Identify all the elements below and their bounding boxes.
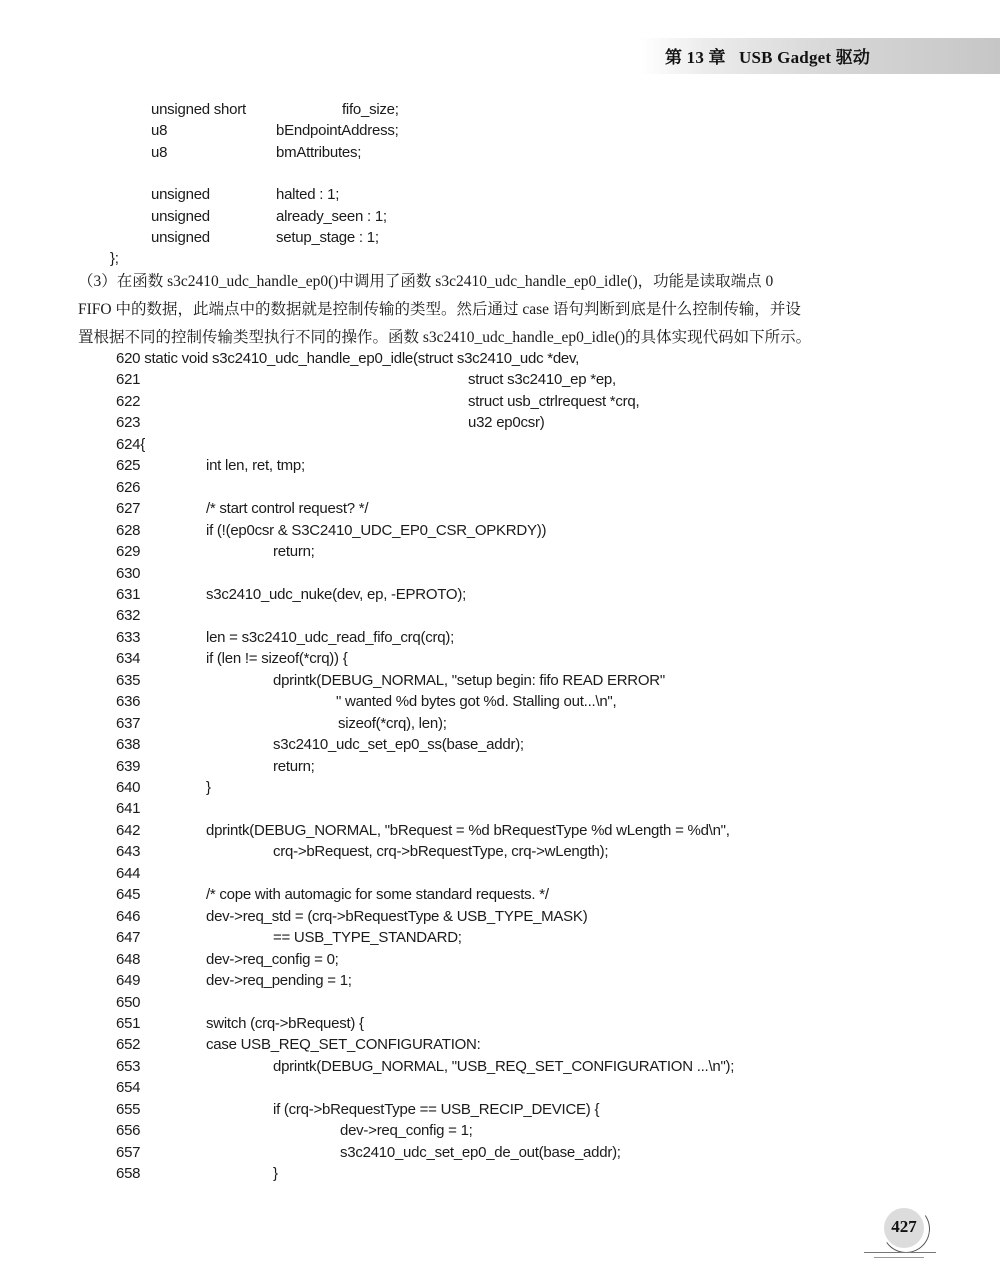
code-line: [116, 950, 339, 968]
struct-field-type: u8: [151, 143, 168, 161]
line-number: 622: [116, 392, 141, 410]
code-line: [116, 371, 616, 389]
code-text: s3c2410_udc_set_ep0_de_out(base_addr);: [340, 1143, 621, 1161]
line-number: 627: [116, 500, 141, 518]
line-number: 640: [116, 779, 141, 796]
code-text: sizeof(*crq), len);: [338, 714, 447, 732]
code-line: [116, 565, 140, 582]
page-rule: [874, 1257, 924, 1258]
code-text: struct s3c2410_ep *ep,: [468, 371, 616, 389]
code-text: }: [273, 1165, 278, 1183]
code-line: [116, 886, 549, 904]
code-line: [116, 1079, 140, 1096]
line-number: 655: [116, 1100, 141, 1118]
code-line: [116, 736, 524, 754]
code-line: [116, 585, 467, 603]
code-line: [116, 350, 579, 367]
code-line: [116, 865, 140, 882]
code-text: /* cope with automagic for some standard requests. */: [206, 886, 549, 904]
code-text: dev->req_pending = 1;: [206, 972, 352, 990]
line-number: 635: [116, 671, 141, 689]
line-number: 647: [116, 929, 141, 947]
code-text: if (!(ep0csr & S3C2410_UDC_EP0_CSR_OPKRDY)): [206, 521, 547, 539]
code-text: dprintk(DEBUG_NORMAL, "USB_REQ_SET_CONFIGURATION ...\n");: [273, 1057, 735, 1075]
code-line: [116, 843, 609, 861]
struct-field-name: already_seen : 1;: [276, 207, 387, 225]
code-text: s3c2410_udc_nuke(dev, ep, -EPROTO);: [206, 585, 467, 603]
line-number: 642: [116, 821, 141, 839]
paragraph-line: FIFO 中的数据，此端点中的数据就是控制传输的类型。然后通过 case 语句判断到底是什么控制传输，并设: [78, 301, 801, 318]
code-line: [116, 628, 454, 646]
struct-field-type: unsigned: [151, 186, 210, 204]
paragraph-line: （3）在函数 s3c2410_udc_handle_ep0()中调用了函数 s3c2410_udc_handle_ep0_idle()，功能是读取端点 0: [78, 273, 774, 290]
code-line: [116, 1165, 278, 1183]
code-text: dev->req_std = (crq->bRequestType & USB_TYPE_MASK): [206, 907, 588, 925]
code-line: [116, 1100, 600, 1118]
line-number: 649: [116, 972, 141, 990]
line-number: 648: [116, 950, 141, 968]
line-number: 654: [116, 1079, 141, 1097]
line-number: 631: [116, 585, 141, 603]
struct-field-name: bmAttributes;: [276, 143, 362, 161]
code-text: {: [140, 435, 146, 453]
struct-field-type: u8: [151, 122, 168, 140]
code-line: [116, 500, 369, 518]
chapter-header-title: 第 13 章 USB Gadget 驱动: [665, 48, 871, 67]
line-number: 637: [116, 714, 141, 732]
line-number: 644: [116, 864, 141, 882]
line-number: 629: [116, 543, 141, 561]
struct-field-name: bEndpointAddress;: [276, 122, 399, 140]
code-line: [116, 693, 617, 711]
code-text: == USB_TYPE_STANDARD;: [273, 929, 462, 947]
code-text: }: [206, 779, 211, 796]
code-text: dprintk(DEBUG_NORMAL, "setup begin: fifo READ ERROR": [273, 671, 665, 689]
code-line: [116, 457, 305, 475]
code-text: struct usb_ctrlrequest *crq,: [468, 392, 640, 410]
code-line: [116, 671, 665, 689]
paragraph-line: 置根据不同的控制传输类型执行不同的操作。函数 s3c2410_udc_handle_ep0_idle()的具体实现代码如下所示。: [78, 329, 812, 346]
code-line: [116, 821, 730, 839]
struct-field-name: setup_stage : 1;: [276, 228, 379, 246]
code-line: [116, 1057, 735, 1075]
line-number: 625: [116, 457, 141, 475]
line-number: 621: [116, 371, 141, 389]
line-number: 636: [116, 693, 141, 711]
struct-field-type: unsigned short: [151, 101, 246, 118]
code-line: [116, 392, 640, 410]
line-number: 656: [116, 1122, 141, 1140]
struct-field-name: halted : 1;: [276, 186, 340, 204]
code-line: [116, 800, 140, 817]
code-text: if (len != sizeof(*crq)) {: [206, 650, 348, 668]
struct-field-type: unsigned: [151, 207, 210, 225]
code-line: [116, 1014, 364, 1032]
line-number: 624: [116, 435, 141, 453]
code-line: [116, 414, 545, 432]
page-rule: [864, 1252, 936, 1253]
code-text: case USB_REQ_SET_CONFIGURATION:: [206, 1036, 481, 1054]
line-number: 650: [116, 993, 141, 1011]
line-number: 641: [116, 800, 141, 818]
page-number-badge: [870, 1205, 950, 1265]
code-text: /* start control request? */: [206, 500, 369, 518]
code-line: [116, 479, 140, 496]
code-text: if (crq->bRequestType == USB_RECIP_DEVICE) {: [273, 1100, 600, 1118]
code-line: [116, 907, 588, 925]
code-text: static void s3c2410_udc_handle_ep0_idle(struct s3c2410_udc *dev,: [140, 350, 580, 367]
code-text: s3c2410_udc_set_ep0_ss(base_addr);: [273, 736, 524, 754]
code-text: dev->req_config = 0;: [206, 950, 339, 968]
body-paragraph: [78, 268, 924, 352]
code-line: [116, 994, 140, 1011]
code-text: return;: [273, 757, 315, 775]
line-number: 645: [116, 886, 141, 904]
code-text: crq->bRequest, crq->bRequestType, crq->wLength);: [273, 843, 609, 861]
code-text: int len, ret, tmp;: [206, 457, 305, 475]
code-line: [116, 521, 547, 539]
code-line: [116, 714, 447, 732]
code-line: [116, 650, 348, 668]
code-text: dev->req_config = 1;: [340, 1122, 473, 1140]
line-number: 653: [116, 1057, 141, 1075]
line-number: 638: [116, 736, 141, 754]
line-number: 634: [116, 650, 141, 668]
struct-field-name: fifo_size;: [342, 101, 399, 118]
line-number: 652: [116, 1036, 141, 1054]
line-number: 639: [116, 757, 141, 775]
code-text: len = s3c2410_udc_read_fifo_crq(crq);: [206, 628, 454, 646]
code-text: switch (crq->bRequest) {: [206, 1014, 364, 1032]
line-number: 633: [116, 628, 141, 646]
code-line: [116, 1122, 473, 1140]
line-number: 620: [116, 350, 141, 367]
code-text: u32 ep0csr): [468, 414, 545, 432]
line-number: 643: [116, 843, 141, 861]
code-line: [116, 779, 211, 796]
code-line: [116, 1036, 481, 1054]
code-line: [116, 1143, 621, 1161]
line-number: 626: [116, 478, 141, 496]
code-line: [116, 929, 462, 947]
code-text: " wanted %d bytes got %d. Stalling out...\n",: [336, 693, 617, 711]
line-number: 658: [116, 1165, 141, 1183]
struct-close-brace: };: [110, 250, 119, 267]
code-line: [116, 757, 315, 775]
code-line: [116, 972, 352, 990]
line-number: 651: [116, 1014, 141, 1032]
code-line: [116, 436, 145, 453]
code-line: [116, 607, 140, 624]
line-number: 623: [116, 414, 141, 432]
line-number: 632: [116, 607, 141, 625]
struct-field-type: unsigned: [151, 228, 210, 246]
line-number: 630: [116, 564, 141, 582]
line-number: 657: [116, 1143, 141, 1161]
code-line: [116, 543, 315, 561]
line-number: 646: [116, 907, 141, 925]
code-text: dprintk(DEBUG_NORMAL, "bRequest = %d bRequestType %d wLength = %d\n",: [206, 821, 730, 839]
line-number: 628: [116, 521, 141, 539]
page-number: 427: [891, 1217, 917, 1236]
code-text: return;: [273, 543, 315, 561]
